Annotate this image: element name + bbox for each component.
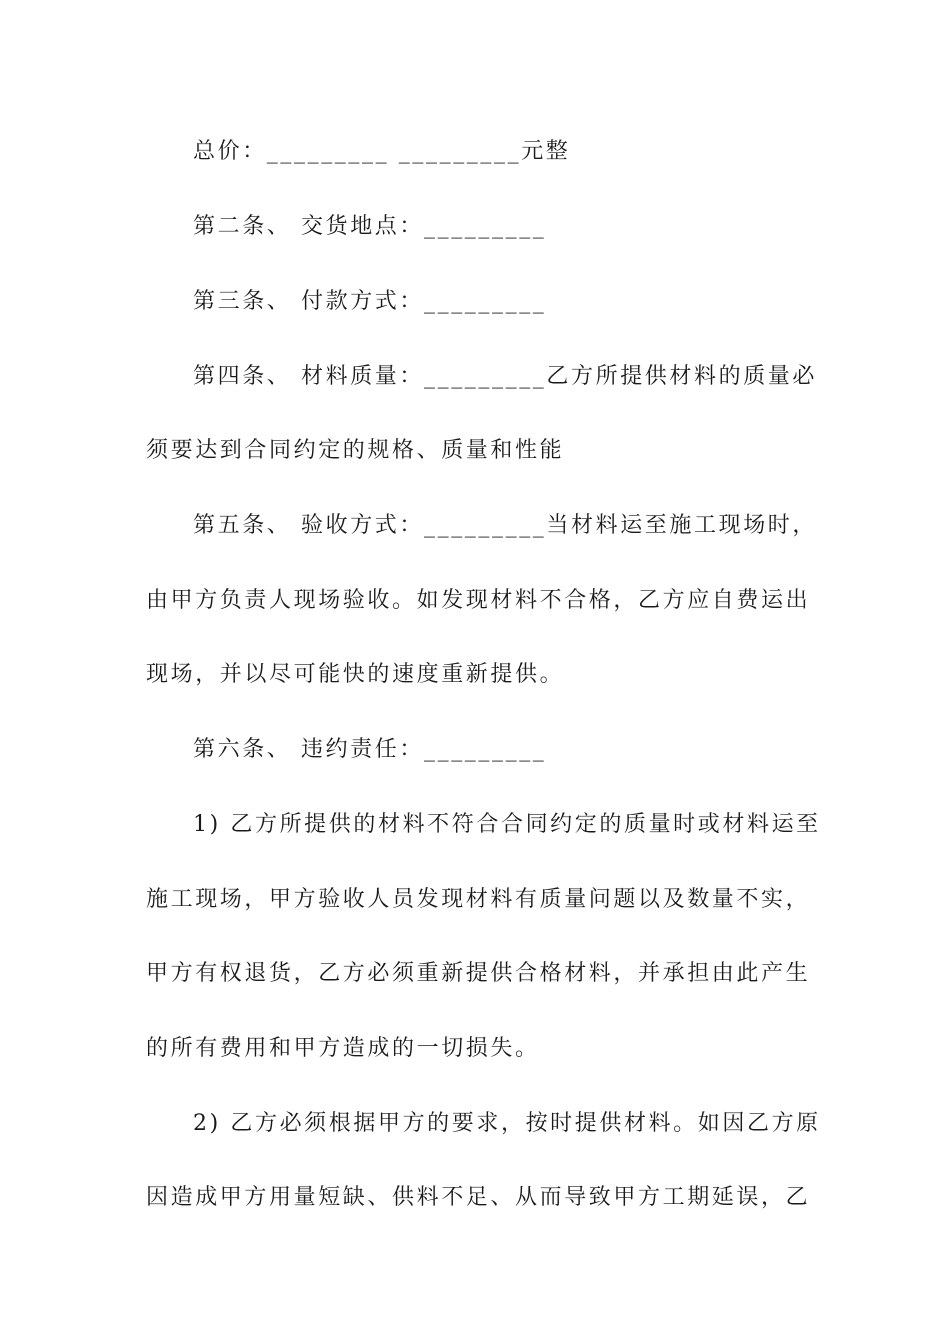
paragraph-line: 因造成甲方用量短缺、供料不足、从而导致甲方工期延误，乙 [146,1185,811,1210]
article-6-liability: 第六条、 违约责任：_________ [193,737,547,762]
clause-2-line: 2) 乙方必须根据甲方的要求，按时提供材料。如因乙方原 [193,1111,821,1136]
paragraph-line: 的所有费用和甲方造成的一切损失。 [146,1036,540,1061]
paragraph-line: 由甲方负责人现场验收。如发现材料不合格，乙方应自费运出 [146,588,811,613]
clause-1-line: 1) 乙方所提供的材料不符合合同约定的质量时或材料运至 [193,812,821,837]
article-4-material-quality: 第四条、 材料质量：_________乙方所提供材料的质量必 [193,364,817,389]
paragraph-line: 须要达到合同约定的规格、质量和性能 [146,438,565,463]
paragraph-line: 现场，并以尽可能快的速度重新提供。 [146,662,565,687]
article-5-acceptance-method: 第五条、 验收方式：_________当材料运至施工现场时， [193,513,817,538]
article-2-delivery-location: 第二条、 交货地点：_________ [193,214,547,239]
article-3-payment-method: 第三条、 付款方式：_________ [193,289,547,314]
paragraph-line: 施工现场，甲方验收人员发现材料有质量问题以及数量不实， [146,887,811,912]
paragraph-line: 甲方有权退货，乙方必须重新提供合格材料，并承担由此产生 [146,961,811,986]
total-price-line: 总价：_________ _________元整 [193,139,571,164]
